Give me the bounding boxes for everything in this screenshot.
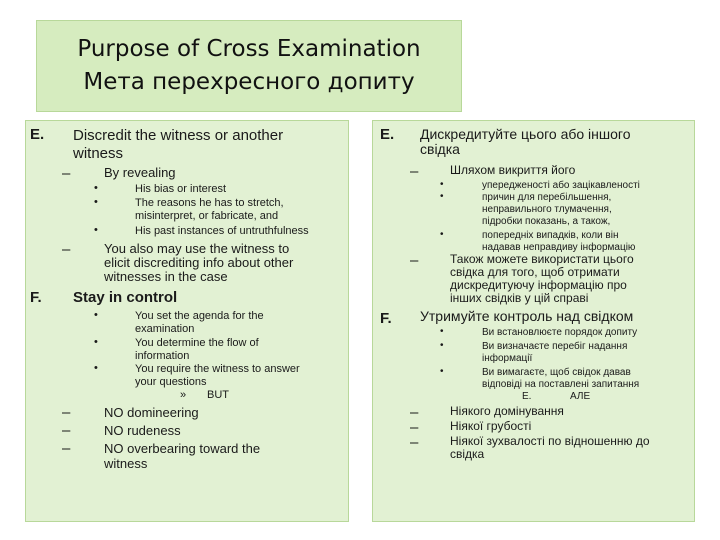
title-ukrainian: Мета перехресного допиту bbox=[83, 69, 415, 95]
e-heading: Дискредитуйте цього або іншого свідка bbox=[420, 126, 631, 157]
f-heading: Stay in control bbox=[73, 289, 178, 306]
also-text: You also may use the witness to elicit discrediting info about other witnesses in the case bbox=[104, 241, 294, 284]
list-item: His past instances of untruthfulness bbox=[135, 225, 309, 237]
bullet-marker: • bbox=[94, 196, 98, 208]
bullet-marker: • bbox=[94, 224, 98, 236]
dash-marker: – bbox=[410, 252, 419, 269]
list-item: NO overbearing toward the witness bbox=[104, 441, 261, 471]
list-item: причин для перебільшення, неправильного тлумачення, підробки показань, а також, bbox=[482, 192, 612, 227]
list-item: The reasons he has to stretch, misinterpret, or fabricate, and bbox=[135, 197, 284, 222]
list-item: NO domineering bbox=[104, 405, 199, 420]
e-marker: E. bbox=[380, 126, 395, 143]
title-box bbox=[36, 20, 462, 112]
but-marker: E. bbox=[522, 391, 532, 402]
bullet-marker: • bbox=[440, 340, 444, 351]
f-marker: F. bbox=[30, 289, 42, 306]
list-item: Ніякої грубості bbox=[450, 419, 532, 433]
also-text: Також можете використати цього свідка для того, щоб отримати дискредитуючу інформацію про інших свідків у цій справі bbox=[450, 252, 634, 305]
list-item: упередженості або зацікавленості bbox=[482, 180, 640, 191]
list-item: You set the agenda for the examination bbox=[135, 310, 264, 335]
dash-marker: – bbox=[410, 419, 419, 436]
bullet-marker: • bbox=[94, 336, 98, 348]
bullet-marker: • bbox=[94, 182, 98, 194]
list-item: His bias or interest bbox=[135, 183, 227, 195]
bullet-marker: • bbox=[94, 309, 98, 321]
dash-marker: – bbox=[62, 241, 71, 258]
e-heading: Discredit the witness or another witness bbox=[73, 127, 284, 162]
bullet-marker: • bbox=[440, 229, 444, 240]
bullet-marker: • bbox=[440, 326, 444, 337]
list-item: You determine the flow of information bbox=[135, 337, 259, 362]
bullet-marker: • bbox=[440, 191, 444, 202]
f-marker: F. bbox=[380, 310, 392, 327]
dash-marker: – bbox=[410, 434, 419, 451]
dash-marker: – bbox=[62, 422, 71, 439]
list-item: Ви встановлюєте порядок допиту bbox=[482, 327, 638, 338]
by-revealing: By revealing bbox=[104, 165, 176, 180]
dash-marker: – bbox=[62, 404, 71, 421]
bullet-marker: • bbox=[94, 362, 98, 374]
list-item: Ніякого домінування bbox=[450, 404, 564, 418]
bullet-marker: • bbox=[440, 366, 444, 377]
but-marker: » bbox=[180, 389, 187, 401]
dash-marker: – bbox=[62, 165, 71, 182]
f-heading: Утримуйте контроль над свідком bbox=[420, 308, 634, 324]
dash-marker: – bbox=[62, 440, 71, 457]
dash-marker: – bbox=[410, 404, 419, 421]
list-item: NO rudeness bbox=[104, 423, 181, 438]
list-item: You require the witness to answer your questions bbox=[135, 363, 300, 388]
list-item: попередніх випадків, коли він надавав неправдиву інформацію bbox=[482, 230, 636, 253]
list-item: Ви вимагаєте, щоб свідок давав відповіді на поставлені запитання bbox=[482, 367, 640, 390]
by-revealing: Шляхом викриття його bbox=[450, 163, 576, 177]
dash-marker: – bbox=[410, 163, 419, 180]
list-item: Ніякої зухвалості по відношенню до свідка bbox=[450, 434, 650, 461]
title-english: Purpose of Cross Examination bbox=[77, 36, 421, 62]
bullet-marker: • bbox=[440, 179, 444, 190]
but-text: BUT bbox=[207, 389, 229, 401]
e-marker: E. bbox=[30, 126, 45, 143]
but-text: АЛЕ bbox=[570, 391, 591, 402]
list-item: Ви визначаєте перебіг надання інформації bbox=[482, 341, 628, 364]
